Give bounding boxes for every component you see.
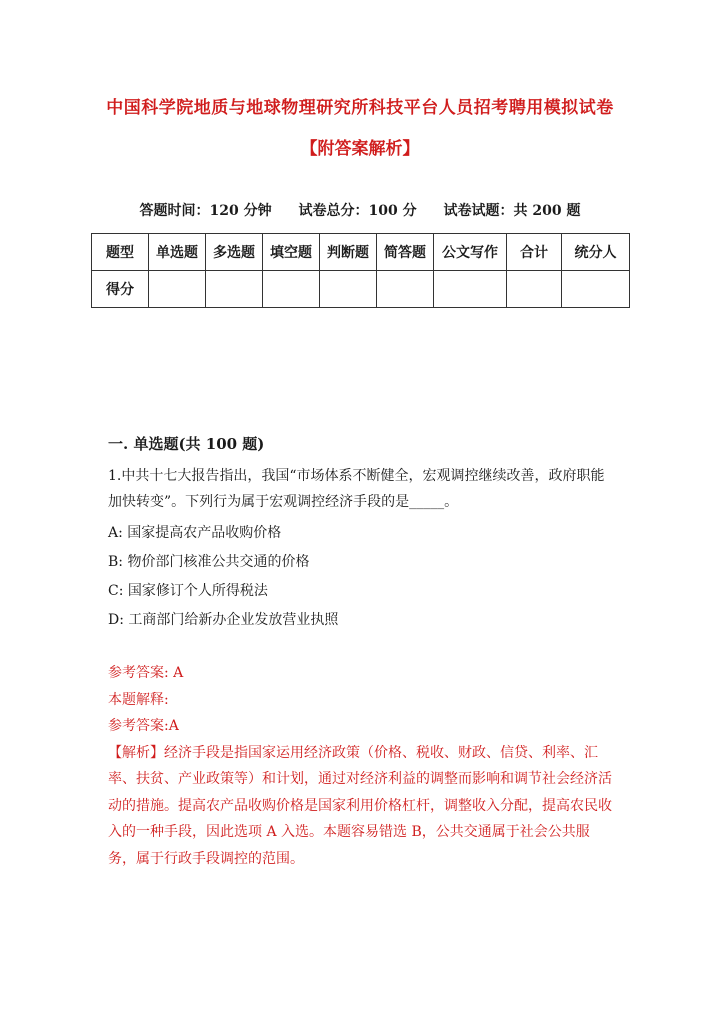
exam-time: 答题时间：120 分钟 xyxy=(139,203,272,219)
option-b: B: 物价部门核准公共交通的价格 xyxy=(108,554,310,570)
header-cell-writing: 公文写作 xyxy=(434,234,507,271)
document-subtitle: 【附答案解析】 xyxy=(300,139,420,159)
score-cell xyxy=(377,271,434,308)
header-cell-single: 单选题 xyxy=(149,234,206,271)
header-cell-total: 合计 xyxy=(507,234,562,271)
score-cell xyxy=(263,271,320,308)
header-cell-multi: 多选题 xyxy=(206,234,263,271)
header-cell-type: 题型 xyxy=(92,234,149,271)
score-cell xyxy=(507,271,562,308)
option-d: D: 工商部门给新办企业发放营业执照 xyxy=(108,612,339,628)
question-text: 1.中共十七大报告指出，我国“市场体系不断健全，宏观调控继续改善，政府职能加快转变”。下列行为属于宏观调控经济手段的是_____。 xyxy=(108,468,605,510)
exam-question-count: 试卷试题：共 200 题 xyxy=(443,203,581,219)
header-cell-grader: 统分人 xyxy=(562,234,630,271)
header-cell-judge: 判断题 xyxy=(320,234,377,271)
option-a: A: 国家提高农产品收购价格 xyxy=(108,525,282,541)
document-title: 中国科学院地质与地球物理研究所科技平台人员招考聘用模拟试卷 xyxy=(106,98,614,118)
section-heading: 一. 单选题(共 100 题) xyxy=(108,435,265,453)
reference-answer: 参考答案: A xyxy=(108,665,184,681)
option-c: C: 国家修订个人所得税法 xyxy=(108,583,268,599)
options-list xyxy=(108,520,338,636)
score-cell xyxy=(320,271,377,308)
explanation-label: 本题解释: xyxy=(108,691,169,708)
answer-block xyxy=(108,660,613,872)
score-cell xyxy=(206,271,263,308)
header-cell-fill: 填空题 xyxy=(263,234,320,271)
exam-total-score: 试卷总分：100 分 xyxy=(298,203,417,219)
reference-answer-2: 参考答案:A xyxy=(108,718,179,734)
score-table-score-row xyxy=(92,271,630,308)
exam-meta xyxy=(0,200,720,220)
score-table xyxy=(91,233,630,308)
score-cell xyxy=(434,271,507,308)
header-cell-short: 简答题 xyxy=(377,234,434,271)
score-row-label: 得分 xyxy=(92,271,149,308)
score-table-header-row xyxy=(92,234,630,271)
score-cell xyxy=(149,271,206,308)
score-cell xyxy=(562,271,630,308)
analysis-text: 【解析】经济手段是指国家运用经济政策（价格、税收、财政、信贷、利率、汇率、扶贫、产业政策等）和计划，通过对经济利益的调整而影响和调节社会经济活动的措施。提高农产品收购价格是国家利用价格杠杆，调整收入分配，提高农民收入的一种手段，因此选项 A 入选。本题容易错选 B，公共交通属于社会公共服务，属于行政手段调控的范围。 xyxy=(108,744,612,867)
